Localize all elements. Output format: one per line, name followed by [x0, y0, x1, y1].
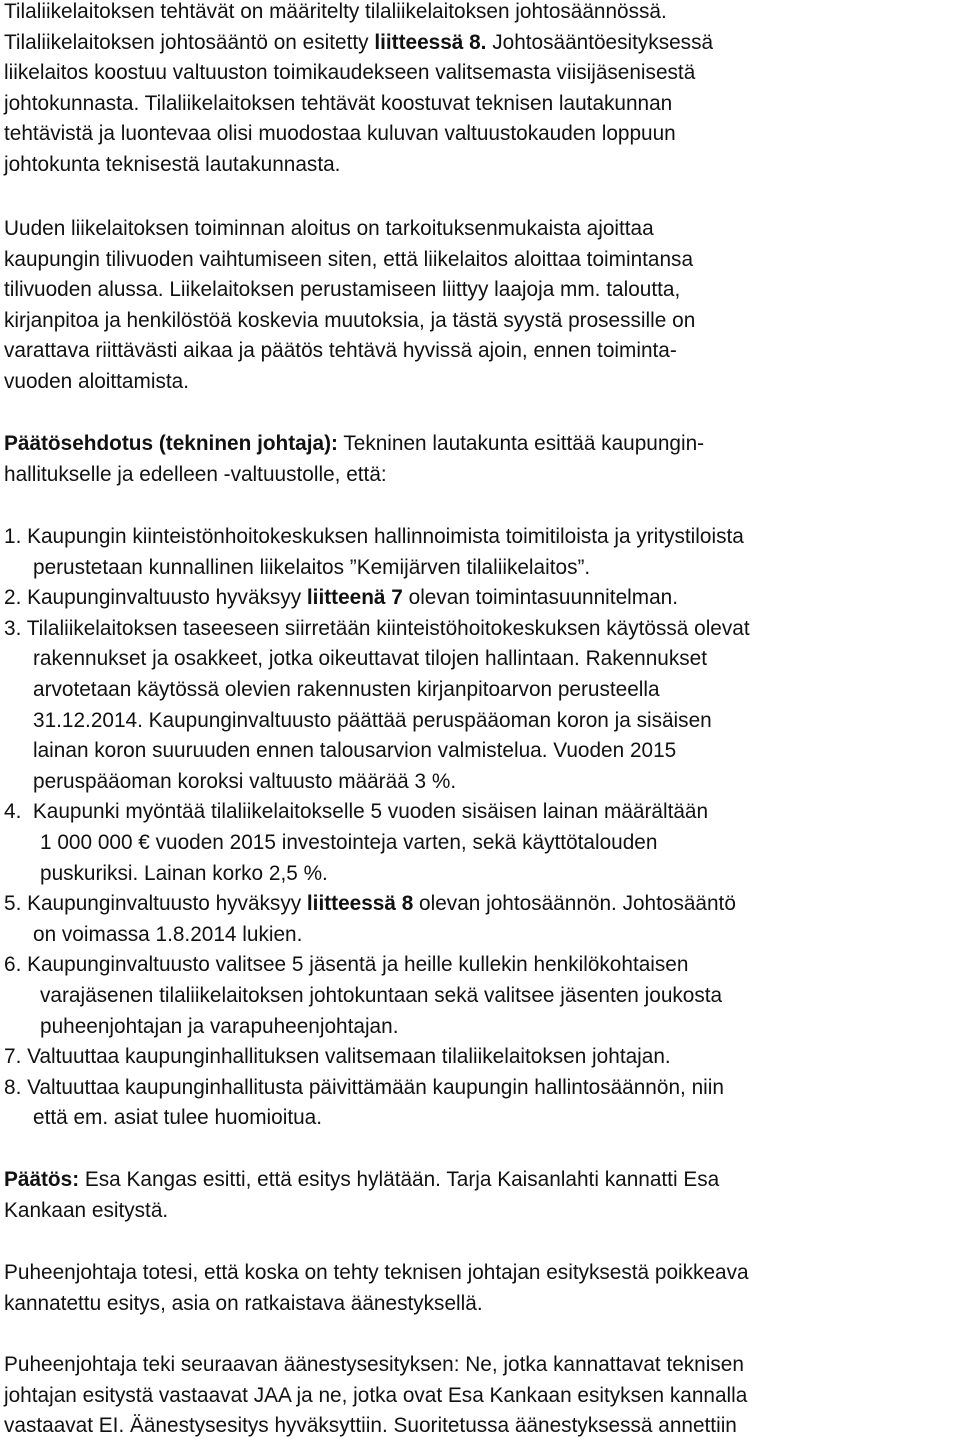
- text-run: vastaavat EI. Äänestysesitys hyväksyttiin. Suoritetussa äänestyksessä annettiin: [4, 1414, 737, 1438]
- text-line: [4, 1103, 956, 1134]
- proposal-paragraph: [4, 429, 956, 490]
- text-run: Puheenjohtaja teki seuraavan äänestysesityksen: Ne, jotka kannattavat teknisen: [4, 1353, 744, 1376]
- list-item: [4, 522, 956, 583]
- text-run: puskuriksi. Lainan korko 2,5 %.: [40, 861, 328, 885]
- list-item: [4, 1073, 956, 1134]
- text-line: [4, 522, 956, 553]
- text-run: 5. Kaupunginvaltuusto hyväksyy: [4, 892, 307, 916]
- text-line: [4, 1411, 956, 1440]
- text-run: vuoden aloittamista.: [4, 369, 189, 393]
- text-run: on voimassa 1.8.2014 lukien.: [33, 922, 303, 946]
- text-line: [4, 150, 956, 181]
- text-run: johtokunta teknisestä lautakunnasta.: [4, 152, 341, 176]
- list-item: [4, 583, 956, 614]
- text-run: liikelaitos koostuu valtuuston toimikaudekseen valitsemasta viisijäsenisestä: [4, 61, 696, 85]
- text-run: kannatettu esitys, asia on ratkaistava äänestyksellä.: [4, 1291, 483, 1315]
- text-run: Esa Kangas esitti, että esitys hylätään. Tarja Kaisanlahti kannatti Esa: [79, 1168, 720, 1191]
- text-line: [4, 429, 956, 460]
- text-line: [4, 553, 956, 584]
- start-timing-paragraph: [4, 214, 956, 398]
- list-item: [4, 797, 956, 889]
- text-line: [4, 275, 956, 306]
- list-item: [4, 614, 956, 798]
- text-line: [4, 460, 956, 491]
- text-line: [4, 1196, 956, 1227]
- bold-text: Päätösehdotus (tekninen johtaja):: [4, 432, 338, 455]
- text-run: hallitukselle ja edelleen -valtuustolle, että:: [4, 462, 387, 486]
- text-run: johtokunnasta. Tilaliikelaitoksen tehtävät koostuvat teknisen lautakunnan: [4, 91, 673, 115]
- text-line: [4, 0, 956, 28]
- text-run: kirjanpitoa ja henkilöstöä koskevia muutoksia, ja tästä syystä prosessille on: [4, 308, 696, 332]
- bold-text: liitteessä 8: [306, 892, 414, 916]
- text-run: 3. Tilaliikelaitoksen taseeseen siirretään kiinteistöhoitokeskuksen käytössä olevat: [4, 616, 750, 640]
- text-run: Tilaliikelaitoksen johtosääntö on esitetty: [4, 30, 375, 54]
- text-run: tilivuoden alussa. Liikelaitoksen perustamiseen liittyy laajoja mm. taloutta,: [4, 278, 681, 302]
- text-line: [4, 828, 956, 859]
- text-run: Kankaan esitystä.: [4, 1198, 169, 1222]
- text-run: 8. Valtuuttaa kaupunginhallitusta päivittämään kaupungin hallintosäännön, niin: [4, 1075, 724, 1099]
- text-run: että em. asiat tulee huomioitua.: [33, 1106, 323, 1130]
- text-run: peruspääoman koroksi valtuusto määrää 3 %.: [33, 769, 457, 793]
- list-item: [4, 950, 956, 1042]
- list-item: [4, 889, 956, 950]
- text-line: [4, 119, 956, 150]
- text-run: Uuden liikelaitoksen toiminnan aloitus on tarkoituksenmukaista ajoittaa: [4, 217, 654, 240]
- text-line: [4, 89, 956, 120]
- text-line: [4, 644, 956, 675]
- text-run: 6. Kaupunginvaltuusto valitsee 5 jäsentä ja heille kullekin henkilökohtaisen: [4, 953, 689, 977]
- text-line: [4, 706, 956, 737]
- text-line: [4, 336, 956, 367]
- text-run: perustetaan kunnallinen liikelaitos ”Kemijärven tilaliikelaitos”.: [33, 555, 591, 579]
- text-line: [4, 1042, 956, 1073]
- text-line: [4, 736, 956, 767]
- text-run: lainan koron suuruuden ennen talousarvion valmistelua. Vuoden 2015: [33, 739, 677, 763]
- bold-text: liitteenä 7: [306, 586, 403, 610]
- text-line: [4, 1073, 956, 1104]
- text-line: [4, 920, 956, 951]
- bold-text: liitteessä 8.: [374, 30, 487, 54]
- text-run: kaupungin tilivuoden vaihtumiseen siten, että liikelaitos aloittaa toimintansa: [4, 247, 694, 271]
- text-line: [4, 1350, 956, 1381]
- text-run: Johtosääntöesityksessä: [486, 30, 714, 54]
- text-line: [4, 981, 956, 1012]
- text-line: [4, 28, 956, 59]
- text-run: puheenjohtajan ja varapuheenjohtajan.: [40, 1014, 399, 1038]
- text-run: varajäsenen tilaliikelaitoksen johtokuntaan sekä valitsee jäsenten joukosta: [40, 983, 723, 1007]
- text-line: [4, 950, 956, 981]
- intro-paragraph: [4, 0, 956, 181]
- text-line: [4, 675, 956, 706]
- text-run: Puheenjohtaja totesi, että koska on tehty teknisen johtajan esityksestä poikkeava: [4, 1261, 749, 1284]
- text-line: [4, 58, 956, 89]
- text-run: Tilaliikelaitoksen tehtävät on määritelty tilaliikelaitoksen johtosäännössä.: [4, 0, 667, 23]
- list-item: [4, 1042, 956, 1073]
- text-run: 1 000 000 € vuoden 2015 investointeja varten, sekä käyttötalouden: [40, 830, 658, 854]
- text-run: 1. Kaupungin kiinteistönhoitokeskuksen hallinnoimista toimitiloista ja yritystiloista: [4, 525, 744, 548]
- text-line: [4, 306, 956, 337]
- vote-proposal-paragraph: [4, 1350, 956, 1440]
- text-line: [4, 583, 956, 614]
- text-run: 4. Kaupunki myöntää tilaliikelaitokselle 5 vuoden sisäisen lainan määrältään: [4, 800, 709, 824]
- text-line: [4, 614, 956, 645]
- text-run: 2. Kaupunginvaltuusto hyväksyy: [4, 586, 307, 610]
- text-line: [4, 767, 956, 798]
- bold-text: Päätös:: [4, 1168, 80, 1191]
- text-line: [4, 245, 956, 276]
- text-run: varattava riittävästi aikaa ja päätös tehtävä hyvissä ajoin, ennen toiminta-: [4, 339, 677, 363]
- text-run: 7. Valtuuttaa kaupunginhallituksen valitsemaan tilaliikelaitoksen johtajan.: [4, 1045, 671, 1069]
- text-run: johtajan esitystä vastaavat JAA ja ne, jotka ovat Esa Kankaan esityksen kannalla: [4, 1383, 748, 1407]
- text-line: [4, 797, 956, 828]
- text-run: rakennukset ja osakkeet, jotka oikeuttavat tilojen hallintaan. Rakennukset: [33, 647, 707, 671]
- text-line: [4, 214, 956, 245]
- text-line: [4, 1289, 956, 1320]
- numbered-proposal-list: [4, 522, 956, 1134]
- text-run: olevan johtosäännön. Johtosääntö: [413, 892, 736, 916]
- text-run: olevan toimintasuunnitelman.: [402, 586, 678, 610]
- text-run: arvotetaan käytössä olevien rakennusten kirjanpitoarvon perusteella: [33, 677, 660, 701]
- text-line: [4, 889, 956, 920]
- text-line: [4, 1012, 956, 1043]
- chair-statement-paragraph: [4, 1258, 956, 1319]
- text-run: tehtävistä ja luontevaa olisi muodostaa kuluvan valtuustokauden loppuun: [4, 122, 676, 146]
- text-line: [4, 367, 956, 398]
- text-line: [4, 859, 956, 890]
- text-line: [4, 1381, 956, 1412]
- text-run: 31.12.2014. Kaupunginvaltuusto päättää peruspääoman koron ja sisäisen: [33, 708, 712, 732]
- decision-paragraph: [4, 1165, 956, 1226]
- text-run: Tekninen lautakunta esittää kaupungin-: [337, 432, 705, 455]
- text-line: [4, 1258, 956, 1289]
- text-line: [4, 1165, 956, 1196]
